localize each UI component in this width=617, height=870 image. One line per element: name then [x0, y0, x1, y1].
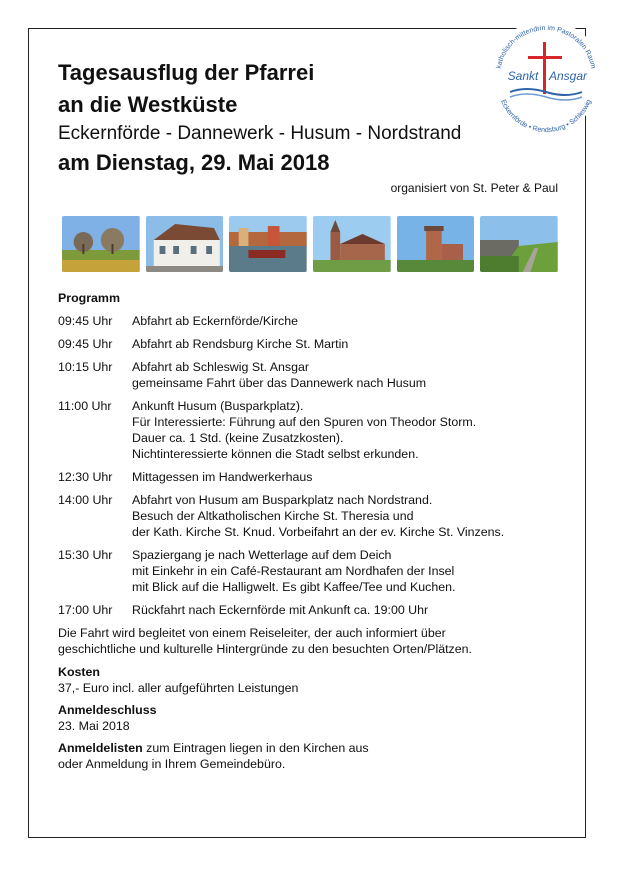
- program-row: [58, 602, 558, 618]
- title-line-2: an die Westküste: [58, 92, 238, 117]
- photo-meadow-trees: [62, 216, 140, 272]
- program-description-line: Für Interessierte: Führung auf den Spuren von Theodor Storm.: [132, 415, 477, 429]
- program-row: [58, 469, 558, 485]
- program-description: [132, 602, 558, 618]
- sankt-ansgar-logo: [486, 14, 606, 134]
- logo-name-right: Ansgar: [548, 69, 588, 83]
- program-description-line: mit Blick auf die Halligwelt. Es gibt Kaffee/Tee und Kuchen.: [132, 580, 456, 594]
- program-description-line: Abfahrt ab Schleswig St. Ansgar: [132, 360, 310, 374]
- photo-strip: [62, 216, 558, 272]
- program-time: 14:00 Uhr: [58, 493, 113, 507]
- photo-dike: [480, 216, 558, 272]
- program-time: 15:30 Uhr: [58, 548, 113, 562]
- photo-harbour: [229, 216, 307, 272]
- title-line-1: Tagesausflug der Pfarrei: [58, 60, 315, 85]
- program-description: [132, 469, 558, 485]
- organizer-note: organisiert von St. Peter & Paul: [390, 181, 558, 195]
- program-time: 12:30 Uhr: [58, 470, 113, 484]
- program-time: 11:00 Uhr: [58, 399, 112, 413]
- program-list: [58, 313, 558, 618]
- logo-name-left: Sankt: [507, 69, 539, 83]
- program-description-line: Spaziergang je nach Wetterlage auf dem Deich: [132, 548, 392, 562]
- costs-section: [58, 664, 558, 696]
- program-description: [132, 359, 558, 391]
- logo-arc-bottom-text: Eckernförde • Rendsburg • Schleswig: [499, 98, 593, 134]
- program-description: [132, 336, 558, 352]
- photo-church: [313, 216, 391, 272]
- program-description-line: Mittagessen im Handwerkerhaus: [132, 470, 313, 484]
- photo-white-house: [146, 216, 224, 272]
- logo-arc-top-text: katholisch-mittendrin im Pastoralen Raum: [495, 24, 597, 70]
- program-description-line: Rückfahrt nach Eckernförde mit Ankunft ca. 19:00 Uhr: [132, 603, 429, 617]
- guide-note: [58, 625, 558, 657]
- program-section: [58, 290, 558, 778]
- program-time: 10:15 Uhr: [58, 360, 113, 374]
- registration-section: [58, 740, 558, 772]
- program-row: [58, 492, 558, 540]
- program-description-line: gemeinsame Fahrt über das Dannewerk nach Husum: [132, 376, 427, 390]
- program-description: [132, 547, 558, 595]
- costs-text: 37,- Euro incl. aller aufgeführten Leistungen: [58, 681, 299, 695]
- program-row: [58, 547, 558, 595]
- registration-line-2: oder Anmeldung in Ihrem Gemeindebüro.: [58, 757, 286, 771]
- program-description-line: Abfahrt ab Rendsburg Kirche St. Martin: [132, 337, 349, 351]
- program-description: [132, 492, 558, 540]
- program-description-line: Dauer ca. 1 Std. (keine Zusatzkosten).: [132, 431, 344, 445]
- program-description: [132, 398, 558, 462]
- registration-bold: Anmeldelisten: [58, 741, 143, 755]
- deadline-heading: Anmeldeschluss: [58, 703, 157, 717]
- trip-date: am Dienstag, 29. Mai 2018: [58, 150, 330, 175]
- route-subtitle: Eckernförde - Dannewerk - Husum - Nordstrand: [58, 123, 462, 144]
- program-time: 09:45 Uhr: [58, 337, 113, 351]
- program-description-line: Nichtinteressierte können die Stadt selbst erkunden.: [132, 447, 419, 461]
- program-row: [58, 313, 558, 329]
- program-heading: Programm: [58, 291, 120, 305]
- deadline-text: 23. Mai 2018: [58, 719, 130, 733]
- program-row: [58, 359, 558, 391]
- program-time: 09:45 Uhr: [58, 314, 113, 328]
- program-description: [132, 313, 558, 329]
- deadline-section: [58, 702, 558, 734]
- program-description-line: Ankunft Husum (Busparkplatz).: [132, 399, 304, 413]
- guide-note-line-1: Die Fahrt wird begleitet von einem Reiseleiter, der auch informiert über: [58, 626, 446, 640]
- registration-line-1: zum Eintragen liegen in den Kirchen aus: [142, 741, 369, 755]
- costs-heading: Kosten: [58, 665, 100, 679]
- program-description-line: der Kath. Kirche St. Knud. Vorbeifahrt an der ev. Kirche St. Vinzens.: [132, 525, 505, 539]
- program-description-line: Abfahrt ab Eckernförde/Kirche: [132, 314, 298, 328]
- program-description-line: Abfahrt von Husum am Busparkplatz nach Nordstrand.: [132, 493, 433, 507]
- program-description-line: Besuch der Altkatholischen Kirche St. Theresia und: [132, 509, 414, 523]
- photo-tower: [397, 216, 475, 272]
- program-time: 17:00 Uhr: [58, 603, 113, 617]
- guide-note-line-2: geschichtliche und kulturelle Hintergründe zu den besuchten Orten/Plätzen.: [58, 642, 472, 656]
- program-description-line: mit Einkehr in ein Café-Restaurant am Nordhafen der Insel: [132, 564, 455, 578]
- logo-cross-icon: [543, 42, 546, 94]
- program-row: [58, 336, 558, 352]
- program-row: [58, 398, 558, 462]
